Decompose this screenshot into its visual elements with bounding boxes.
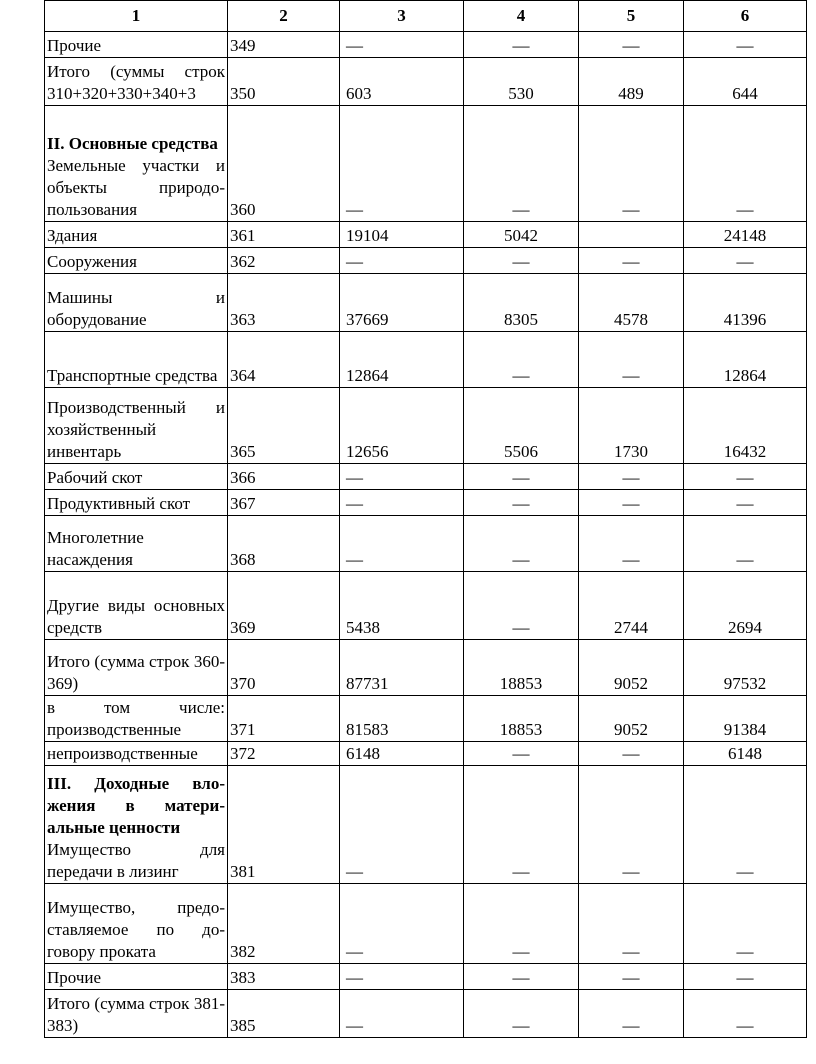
value-col-5: — [579, 490, 684, 516]
row-label: Прочие [47, 968, 102, 987]
value-col-6: — [684, 248, 807, 274]
row-code: 368 [228, 516, 340, 572]
value-col-3: — [340, 490, 464, 516]
table-row [45, 332, 807, 388]
row-label: Имущество для передачи в лизинг [47, 840, 225, 881]
row-label: Прочие [47, 36, 102, 55]
value-col-3: — [340, 464, 464, 490]
row-label: Транспортные средства [47, 366, 218, 385]
table-row [45, 388, 807, 464]
row-name [45, 742, 228, 766]
row-label: Продуктивный скот [47, 494, 191, 513]
value-col-5: — [579, 884, 684, 964]
row-name [45, 388, 228, 464]
value-col-3: — [340, 516, 464, 572]
table-row [45, 696, 807, 742]
row-name [45, 990, 228, 1038]
value-col-5: — [579, 106, 684, 222]
value-col-3: — [340, 990, 464, 1038]
value-col-5: — [579, 742, 684, 766]
value-col-6: 24148 [684, 222, 807, 248]
value-col-4: — [464, 742, 579, 766]
row-label: Земельные участки и объекты природо-пользования [47, 156, 225, 219]
value-col-4: — [464, 248, 579, 274]
value-col-3: 19104 [340, 222, 464, 248]
value-col-4: — [464, 106, 579, 222]
table-row [45, 248, 807, 274]
value-col-4: 5042 [464, 222, 579, 248]
value-col-5: 4578 [579, 274, 684, 332]
row-name [45, 572, 228, 640]
col-header-1: 1 [45, 1, 228, 32]
value-col-3: — [340, 32, 464, 58]
row-code: 349 [228, 32, 340, 58]
table-row [45, 274, 807, 332]
row-code: 381 [228, 766, 340, 884]
value-col-6: 644 [684, 58, 807, 106]
row-label: Итого (сумма строк 360-369) [47, 652, 225, 693]
value-col-4: — [464, 964, 579, 990]
value-col-3: — [340, 964, 464, 990]
value-col-3: 603 [340, 58, 464, 106]
row-code: 369 [228, 572, 340, 640]
header-row [45, 1, 807, 32]
row-label: Производственный и хозяйственный инвентарь [47, 398, 225, 461]
row-code: 363 [228, 274, 340, 332]
value-col-5: — [579, 990, 684, 1038]
table-row [45, 106, 807, 222]
row-name [45, 32, 228, 58]
value-col-4: — [464, 516, 579, 572]
table-row [45, 990, 807, 1038]
value-col-3: 12864 [340, 332, 464, 388]
value-col-5: 2744 [579, 572, 684, 640]
value-col-6: — [684, 106, 807, 222]
col-header-5: 5 [579, 1, 684, 32]
row-name [45, 274, 228, 332]
value-col-3: 37669 [340, 274, 464, 332]
value-col-4: 18853 [464, 640, 579, 696]
value-col-6: 91384 [684, 696, 807, 742]
value-col-6: — [684, 990, 807, 1038]
value-col-6: — [684, 32, 807, 58]
row-code: 385 [228, 990, 340, 1038]
row-name [45, 248, 228, 274]
row-code: 362 [228, 248, 340, 274]
value-col-5: 9052 [579, 640, 684, 696]
section-heading: III. Доходные вло-жения в матери-альные ценности [47, 774, 225, 837]
row-name [45, 884, 228, 964]
table-row [45, 572, 807, 640]
value-col-6: 2694 [684, 572, 807, 640]
row-label: в том числе: производственные [47, 698, 225, 739]
value-col-4: 530 [464, 58, 579, 106]
value-col-3: 81583 [340, 696, 464, 742]
row-name [45, 222, 228, 248]
row-label: Итого (суммы строк 310+320+330+340+3 [47, 62, 225, 103]
table-row [45, 884, 807, 964]
table-row [45, 516, 807, 572]
row-label: Итого (сумма строк 381-383) [47, 994, 225, 1035]
table-row [45, 32, 807, 58]
row-name [45, 516, 228, 572]
row-name [45, 696, 228, 742]
row-code: 364 [228, 332, 340, 388]
value-col-6: 16432 [684, 388, 807, 464]
value-col-3: — [340, 766, 464, 884]
value-col-4: — [464, 332, 579, 388]
value-col-6: — [684, 464, 807, 490]
value-col-6: 6148 [684, 742, 807, 766]
row-code: 383 [228, 964, 340, 990]
row-name [45, 464, 228, 490]
table-row [45, 640, 807, 696]
value-col-4: — [464, 766, 579, 884]
value-col-4: 8305 [464, 274, 579, 332]
table-row [45, 58, 807, 106]
value-col-6: — [684, 516, 807, 572]
row-label: Многолетние насаждения [47, 528, 144, 569]
value-col-3: 6148 [340, 742, 464, 766]
row-code: 367 [228, 490, 340, 516]
row-label: Другие виды основных средств [47, 596, 225, 637]
table-row [45, 742, 807, 766]
row-code: 371 [228, 696, 340, 742]
value-col-3: — [340, 106, 464, 222]
value-col-5: — [579, 964, 684, 990]
value-col-6: — [684, 490, 807, 516]
row-name [45, 490, 228, 516]
value-col-5: — [579, 332, 684, 388]
value-col-3: 5438 [340, 572, 464, 640]
value-col-5: 1730 [579, 388, 684, 464]
row-label: Рабочий скот [47, 468, 143, 487]
value-col-5: — [579, 766, 684, 884]
col-header-3: 3 [340, 1, 464, 32]
row-code: 372 [228, 742, 340, 766]
value-col-5: — [579, 516, 684, 572]
value-col-4: — [464, 990, 579, 1038]
row-code: 365 [228, 388, 340, 464]
value-col-5: 489 [579, 58, 684, 106]
value-col-6: — [684, 884, 807, 964]
row-label: Машины и оборудование [47, 288, 225, 329]
row-name [45, 964, 228, 990]
col-header-4: 4 [464, 1, 579, 32]
table-row [45, 464, 807, 490]
value-col-4: — [464, 572, 579, 640]
value-col-5: — [579, 464, 684, 490]
table-row [45, 766, 807, 884]
value-col-6: — [684, 964, 807, 990]
row-name [45, 640, 228, 696]
row-label: Сооружения [47, 252, 137, 271]
table-row [45, 490, 807, 516]
value-col-5 [579, 222, 684, 248]
value-col-5: — [579, 32, 684, 58]
row-label: Здания [47, 226, 98, 245]
value-col-4: — [464, 464, 579, 490]
row-code: 366 [228, 464, 340, 490]
row-name [45, 766, 228, 884]
value-col-4: — [464, 490, 579, 516]
row-code: 350 [228, 58, 340, 106]
row-code: 382 [228, 884, 340, 964]
row-name [45, 58, 228, 106]
value-col-6: — [684, 766, 807, 884]
value-col-6: 97532 [684, 640, 807, 696]
row-label: непроизводственные [47, 744, 198, 763]
balance-table [44, 0, 807, 1038]
value-col-3: 12656 [340, 388, 464, 464]
value-col-3: — [340, 248, 464, 274]
section-heading: II. Основные средства [47, 134, 218, 153]
value-col-5: 9052 [579, 696, 684, 742]
value-col-4: — [464, 884, 579, 964]
value-col-6: 41396 [684, 274, 807, 332]
row-name [45, 332, 228, 388]
row-code: 361 [228, 222, 340, 248]
row-label: Имущество, предо-ставляемое по до-говору проката [47, 898, 225, 961]
value-col-3: — [340, 884, 464, 964]
row-code: 360 [228, 106, 340, 222]
value-col-4: 18853 [464, 696, 579, 742]
value-col-4: — [464, 32, 579, 58]
value-col-5: — [579, 248, 684, 274]
col-header-2: 2 [228, 1, 340, 32]
value-col-3: 87731 [340, 640, 464, 696]
table-row [45, 222, 807, 248]
value-col-4: 5506 [464, 388, 579, 464]
table-body [45, 1, 807, 1038]
row-code: 370 [228, 640, 340, 696]
col-header-6: 6 [684, 1, 807, 32]
value-col-6: 12864 [684, 332, 807, 388]
row-name [45, 106, 228, 222]
table-row [45, 964, 807, 990]
